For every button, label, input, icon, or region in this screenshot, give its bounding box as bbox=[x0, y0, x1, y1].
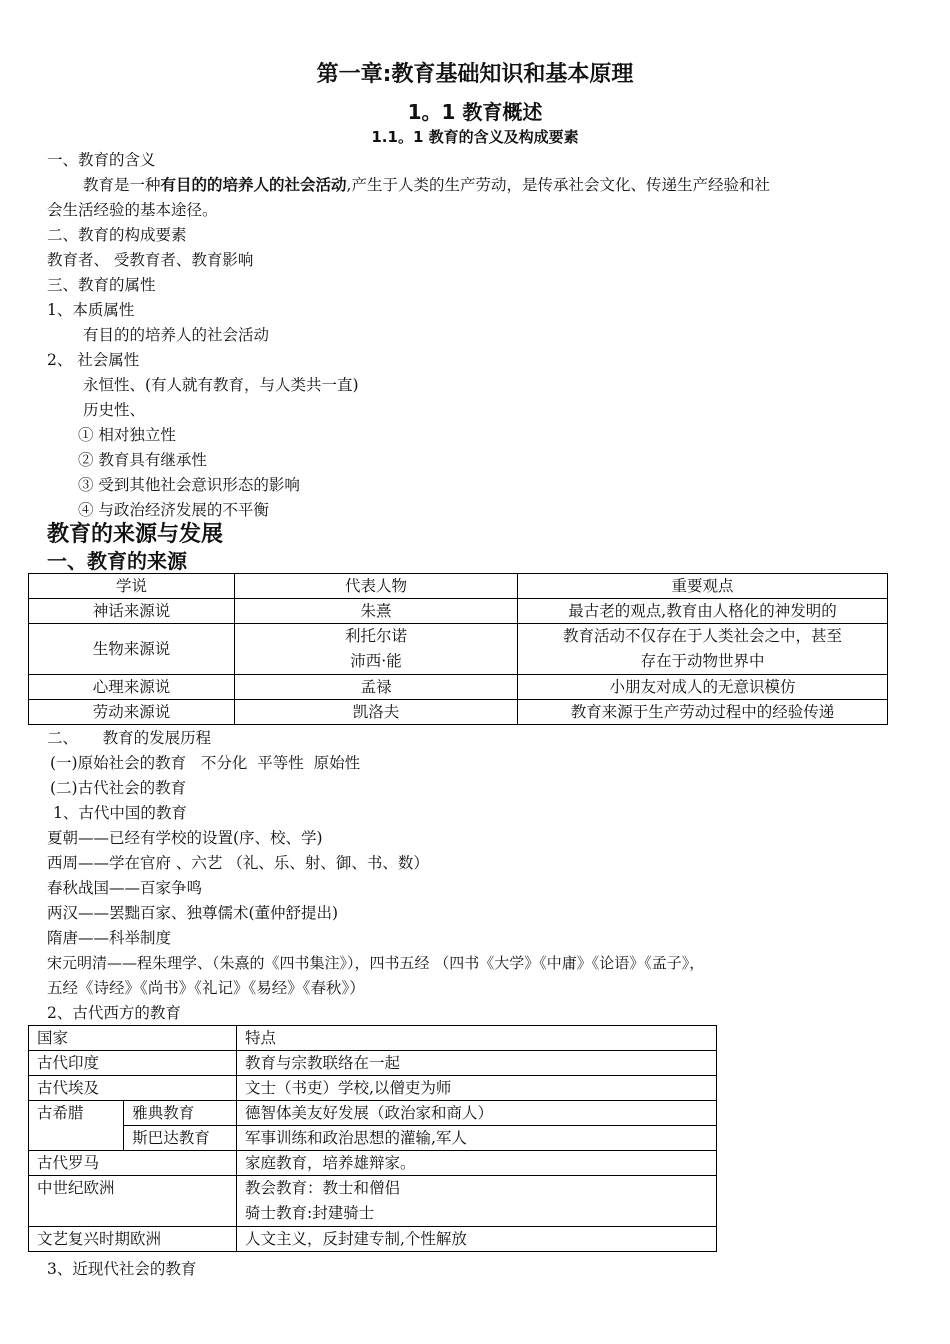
feature-cell: 德智体美友好发展（政治家和商人） bbox=[237, 1101, 717, 1126]
view-cell: 小朋友对成人的无意识模仿 bbox=[518, 675, 888, 700]
table-row bbox=[29, 1227, 717, 1252]
china-line: 两汉——罢黜百家、独尊儒术(董仲舒提出) bbox=[47, 904, 339, 922]
view-text: 存在于动物世界中 bbox=[640, 652, 765, 670]
meaning-paragraph-line2: 会生活经验的基本途径。 bbox=[47, 201, 218, 219]
person-cell: 凯洛夫 bbox=[235, 700, 518, 725]
meaning-bold: 有目的的培养人的社会活动 bbox=[160, 176, 347, 194]
china-line: 五经《诗经》《尚书》《礼记》《易经》《春秋》） bbox=[47, 979, 365, 997]
history-item: ① 相对独立性 bbox=[78, 426, 176, 444]
table-row bbox=[29, 675, 888, 700]
feature-cell: 文士（书吏）学校,以僧吏为师 bbox=[237, 1076, 717, 1101]
table-row bbox=[29, 624, 888, 675]
primitive-education: (一)原始社会的教育 不分化 平等性 原始性 bbox=[50, 754, 361, 772]
china-line: 宋元明清——程朱理学、（朱熹的《四书集注》），四书五经 （四书《大学》《中庸》《论语》《孟子》， bbox=[47, 954, 705, 972]
table-header-row bbox=[29, 574, 888, 599]
view-cell: 教育来源于生产劳动过程中的经验传递 bbox=[518, 700, 888, 725]
person-name: 利托尔诺 bbox=[344, 627, 407, 645]
elements-text: 教育者、 受教育者、教育影响 bbox=[47, 251, 254, 269]
feature-text: 骑士教育:封建骑士 bbox=[245, 1204, 375, 1222]
feature-cell: 家庭教育，培养雄辩家。 bbox=[237, 1151, 717, 1176]
country-cell: 古代罗马 bbox=[29, 1151, 237, 1176]
subregion-cell: 雅典教育 bbox=[124, 1101, 237, 1126]
view-cell: 最古老的观点,教育由人格化的神发明的 bbox=[518, 599, 888, 624]
feature-cell: 军事训练和政治思想的灌输,军人 bbox=[237, 1126, 717, 1151]
country-cell: 古希腊 bbox=[29, 1101, 124, 1151]
china-heading: 1、古代中国的教育 bbox=[53, 804, 187, 822]
table-header-cell: 代表人物 bbox=[235, 574, 518, 599]
country-cell: 中世纪欧洲 bbox=[29, 1176, 237, 1227]
eternity-text: 永恒性、(有人就有教育，与人类共一直) bbox=[83, 376, 359, 394]
west-table bbox=[28, 1025, 717, 1252]
meaning-paragraph bbox=[83, 173, 770, 198]
person-cell: 孟禄 bbox=[235, 675, 518, 700]
country-cell: 古代埃及 bbox=[29, 1076, 237, 1101]
theory-cell: 生物来源说 bbox=[29, 624, 235, 675]
table-header-cell: 国家 bbox=[29, 1026, 237, 1051]
social-heading: 2、 社会属性 bbox=[47, 351, 140, 369]
table-row bbox=[29, 1176, 717, 1227]
ancient-education: (二)古代社会的教育 bbox=[50, 779, 187, 797]
essence-text: 有目的的培养人的社会活动 bbox=[83, 326, 270, 344]
subregion-cell: 斯巴达教育 bbox=[124, 1126, 237, 1151]
history-item: ② 教育具有继承性 bbox=[78, 451, 207, 469]
feature-text: 教会教育：教士和僧侣 bbox=[245, 1179, 401, 1197]
feature-cell: 人文主义，反封建专制,个性解放 bbox=[237, 1227, 717, 1252]
origin-title: 一、教育的来源 bbox=[47, 549, 187, 573]
table-row bbox=[29, 1126, 717, 1151]
table-row bbox=[29, 1151, 717, 1176]
china-line: 春秋战国——百家争鸣 bbox=[47, 879, 203, 897]
table-row bbox=[29, 1076, 717, 1101]
subsection-title: 1.1。1 教育的含义及构成要素 bbox=[371, 128, 579, 146]
theory-cell: 心理来源说 bbox=[29, 675, 235, 700]
view-text: 教育活动不仅存在于人类社会之中，甚至 bbox=[562, 627, 842, 645]
country-cell: 古代印度 bbox=[29, 1051, 237, 1076]
country-cell: 文艺复兴时期欧洲 bbox=[29, 1227, 237, 1252]
section-title: 1。1 教育概述 bbox=[407, 100, 543, 124]
origin-development-title: 教育的来源与发展 bbox=[47, 522, 224, 547]
development-heading: 二、 教育的发展历程 bbox=[47, 729, 212, 747]
table-header-cell: 重要观点 bbox=[518, 574, 888, 599]
elements-heading: 二、教育的构成要素 bbox=[47, 226, 187, 244]
history-item: ③ 受到其他社会意识形态的影响 bbox=[78, 476, 300, 494]
chapter-title: 第一章:教育基础知识和基本原理 bbox=[316, 62, 634, 87]
essence-heading: 1、本质属性 bbox=[47, 301, 135, 319]
table-row bbox=[29, 599, 888, 624]
table-header-row bbox=[29, 1026, 717, 1051]
table-row bbox=[29, 1101, 717, 1126]
meaning-prefix: 教育是一种 bbox=[83, 176, 161, 194]
china-line: 西周——学在官府 、六艺 （礼、乐、射、御、书、数） bbox=[47, 854, 429, 872]
attributes-heading: 三、教育的属性 bbox=[47, 276, 156, 294]
table-row bbox=[29, 700, 888, 725]
person-cell bbox=[235, 624, 518, 675]
view-cell bbox=[518, 624, 888, 675]
meaning-heading: 一、教育的含义 bbox=[47, 151, 156, 169]
feature-cell: 教育与宗教联络在一起 bbox=[237, 1051, 717, 1076]
table-header-cell: 特点 bbox=[237, 1026, 717, 1051]
china-line: 夏朝——已经有学校的设置(序、校、学) bbox=[47, 829, 323, 847]
china-line: 隋唐——科举制度 bbox=[47, 929, 172, 947]
history-text: 历史性、 bbox=[83, 401, 146, 419]
feature-cell bbox=[237, 1176, 717, 1227]
theory-cell: 神话来源说 bbox=[29, 599, 235, 624]
west-heading: 2、古代西方的教育 bbox=[47, 1004, 181, 1022]
origin-table bbox=[28, 573, 888, 725]
person-name: 沛西·能 bbox=[350, 652, 402, 670]
history-item: ④ 与政治经济发展的不平衡 bbox=[78, 501, 269, 519]
modern-heading: 3、近现代社会的教育 bbox=[47, 1260, 197, 1278]
theory-cell: 劳动来源说 bbox=[29, 700, 235, 725]
meaning-rest: ,产生于人类的生产劳动，是传承社会文化、传递生产经验和社 bbox=[346, 176, 770, 194]
table-row bbox=[29, 1051, 717, 1076]
table-header-cell: 学说 bbox=[29, 574, 235, 599]
person-cell: 朱熹 bbox=[235, 599, 518, 624]
